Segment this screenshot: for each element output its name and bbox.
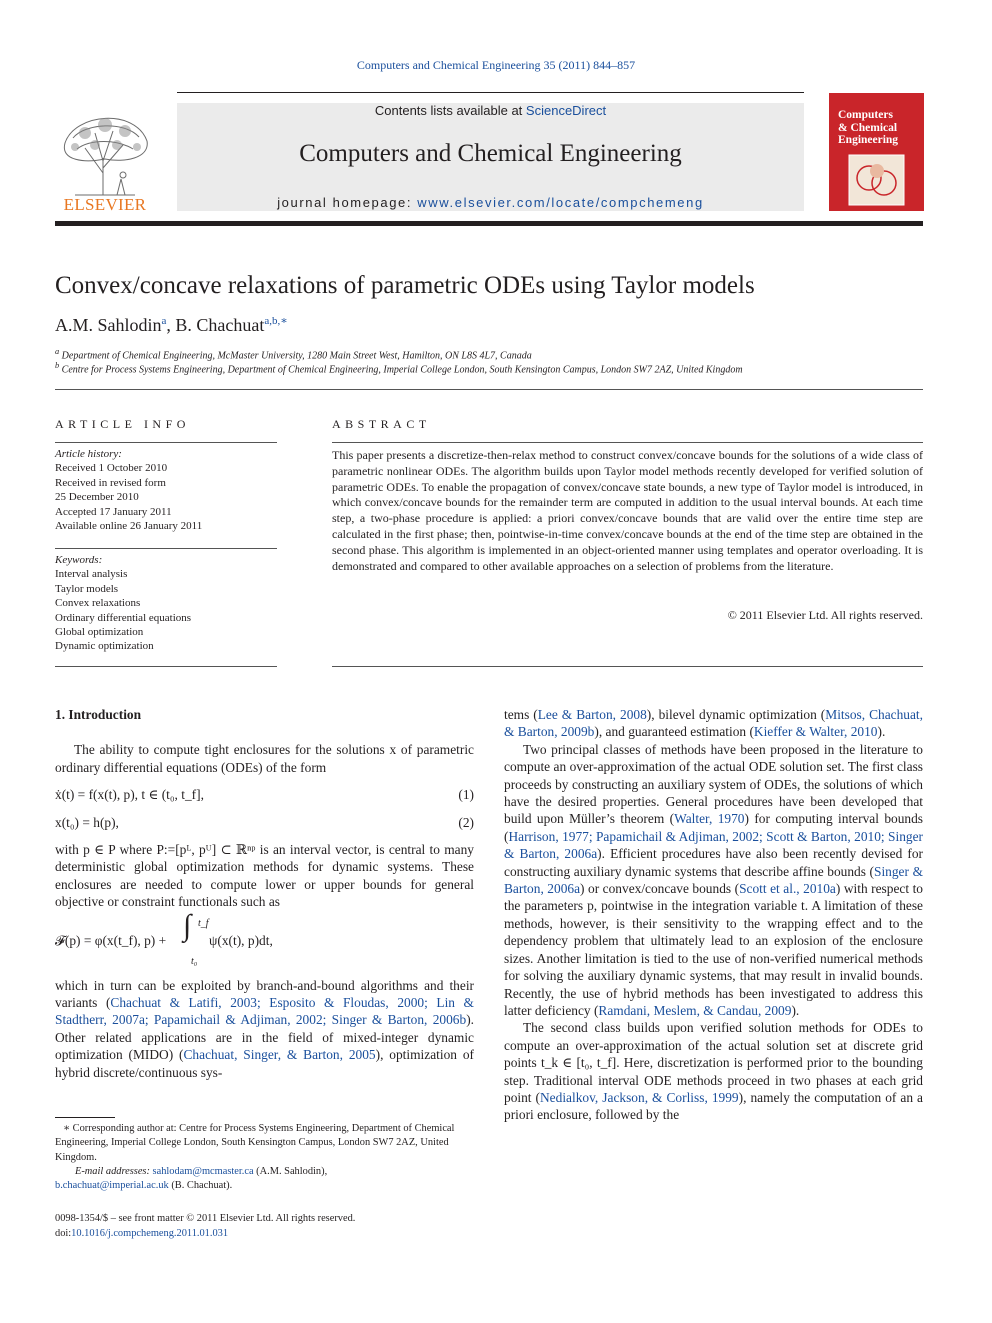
- history-item: Accepted 17 January 2011: [55, 505, 172, 518]
- history-item: Received 1 October 2010: [55, 462, 168, 475]
- text-run: ) with respect to the parameters p, pointwise in the integration variable t. A limitation of these methods, however, is their sensitivity to the wrapping effect and to the dependency problem that ultimately lead to an explosion of the enclosure sizes. Another limitation is tied to the use of non-verified numerical methods for solving the auxiliary dynamic systems, that may result in invalid bounds. Recently, the use of hybrid methods has been investigated to address this latter deficiency (: [504, 881, 923, 1018]
- citation-link[interactable]: Walter, 1970: [674, 811, 745, 827]
- equation-body: ẋ(t) = f(x(t), p), t ∈ (t₀, t_f],: [55, 787, 204, 803]
- history-label: Article history:: [55, 448, 122, 460]
- email-owner: (A.M. Sahlodin),: [253, 1165, 328, 1177]
- journal-reference[interactable]: Computers and Chemical Engineering 35 (2011) 844–857: [356, 58, 636, 72]
- contents-prefix: Contents lists available at: [374, 103, 523, 118]
- article-history: [55, 447, 277, 533]
- author-name: B. Chachuat: [175, 315, 265, 335]
- equation-number: (1): [458, 787, 474, 803]
- sciencedirect-link[interactable]: ScienceDirect: [525, 103, 607, 118]
- citation-link[interactable]: Ramdani, Meslem, & Candau, 2009: [598, 1002, 792, 1018]
- paragraph: [55, 977, 474, 1081]
- affiliation-b: [55, 361, 743, 375]
- text-run: Two principal classes of methods have been proposed in the literature to compute an over-approximation of the actual ODE solution set. The first class proceeds by constructing an auxiliary system of ODEs, the solutions of which have the desired properties. General procedures have been developed that build upon Müller’s theorem (: [504, 741, 923, 827]
- text-run: ), bilevel dynamic optimization (: [646, 707, 826, 722]
- elsevier-logo: [55, 103, 155, 215]
- article-info-rule: [55, 666, 277, 667]
- citation-link[interactable]: Chachuat, Singer, & Barton, 2005: [183, 1047, 376, 1063]
- citation-link[interactable]: Nedialkov, Jackson, & Corliss, 1999: [540, 1089, 739, 1105]
- text-run: ), and guaranteed estimation (: [594, 724, 754, 740]
- text-run: ), optimization of hybrid discrete/continuous sys-: [55, 1047, 474, 1080]
- text-run: ). Other related applications are in the field of mixed-integer dynamic optimization (MIDO) (: [55, 1012, 474, 1063]
- paragraph: The ability to compute tight enclosures for the solutions x of parametric ordinary differential equations (ODEs) of the form: [55, 742, 474, 775]
- footnote-rule: [55, 1117, 115, 1118]
- author-affiliation-mark[interactable]: a,b,∗: [264, 315, 288, 327]
- corresponding-author-note: ∗ Corresponding author at: Centre for Process Systems Engineering, Department of Chemical Engineering, Imperial College London, South Kensington Campus, London SW7 2AZ, United Kingdom.: [55, 1123, 455, 1163]
- email-owner: (B. Chachuat).: [168, 1180, 233, 1192]
- author-affiliation-mark[interactable]: a: [161, 315, 167, 327]
- keywords-label: Keywords:: [55, 554, 103, 566]
- journal-cover[interactable]: [829, 93, 924, 211]
- contents-line: [177, 103, 804, 118]
- email-label: E-mail addresses:: [75, 1165, 150, 1177]
- article-info-rule: [55, 442, 277, 443]
- author-list: [55, 314, 288, 336]
- abstract-heading: ABSTRACT: [332, 417, 431, 431]
- integral-sign-icon: ∫: [183, 908, 192, 942]
- doi-link[interactable]: 10.1016/j.compchemeng.2011.01.031: [71, 1228, 229, 1239]
- citation-link[interactable]: Chachuat & Latifi, 2003; Esposito & Floudas, 2000; Lin & Stadtherr, 2007a; Papamichail & Adjiman, 2002; Singer & Barton, 2006b: [55, 995, 474, 1028]
- equation-2: [55, 814, 474, 831]
- header-thick-rule: [55, 221, 923, 226]
- history-item: Available online 26 January 2011: [55, 520, 203, 533]
- doi-line: [55, 1226, 474, 1241]
- cover-title-line: Engineering: [838, 134, 899, 146]
- equation-1: [55, 786, 474, 803]
- equation-3: [55, 908, 474, 967]
- homepage-prefix: journal homepage:: [277, 195, 413, 210]
- affiliation-rule: [55, 389, 923, 390]
- homepage-line: [177, 195, 804, 210]
- text-run: ) for computing interval bounds (: [504, 811, 924, 844]
- text-run: ), namely the computation of an a priori enclosure, followed by the: [504, 1089, 923, 1123]
- keyword-item: Taylor models: [55, 582, 119, 595]
- keyword-item: Convex relaxations: [55, 597, 141, 610]
- text-run: ) or convex/concave bounds (: [580, 881, 740, 897]
- equation-number: (2): [458, 814, 474, 830]
- section-title: 1. Introduction: [55, 707, 142, 722]
- article-info-rule: [55, 548, 277, 549]
- integral-lower-limit: t₀: [191, 955, 198, 967]
- paragraph: [504, 1019, 923, 1123]
- article-info-heading: ARTICLE INFO: [55, 417, 190, 431]
- doi-label: doi:: [55, 1228, 72, 1239]
- paragraph: [504, 706, 923, 741]
- email-line: [55, 1179, 474, 1193]
- abstract-rule: [332, 442, 923, 443]
- author-separator: ,: [166, 315, 176, 335]
- equation-lhs: 𝓕(p) = φ(x(t_f), p) +: [55, 932, 167, 948]
- abstract-rule: [332, 666, 923, 667]
- equation-body: x(t₀) = h(p),: [55, 814, 119, 830]
- citation-link[interactable]: Scott et al., 2010a: [739, 881, 836, 897]
- text-run: which in turn can be exploited by branch-and-bound algorithms and their variants (: [55, 977, 474, 1011]
- paragraph: with p ∈ P where P:=[pᴸ, pᵁ] ⊂ ℝⁿᵖ is an interval vector, is central to many deterministic global optimization methods for dynamic systems. These enclosures are needed to compute lower or upper bounds for general objective or constraint functionals such as: [55, 842, 474, 910]
- history-item: Received in revised form: [55, 476, 166, 489]
- keyword-item: Interval analysis: [55, 568, 128, 581]
- affiliation-mark: a: [55, 347, 60, 356]
- cover-title-line: & Chemical: [838, 121, 898, 134]
- publisher-name: ELSEVIER: [63, 195, 147, 214]
- email-link[interactable]: b.chachuat@imperial.ac.uk: [55, 1180, 169, 1192]
- abstract-text: This paper presents a discretize-then-relax method to construct convex/concave bounds for the solutions of a wide class of parametric nonlinear ODEs. The algorithm builds upon Taylor model methods recently developed for verified solution of parametric ODEs. To enable the propagation of convex/concave state bounds, a new type of Taylor model is introduced, in which convex/concave bounds for the remainder term are computed in addition to the usual interval bounds. At each time step, a two-phase procedure is applied: a priori convex/concave bounds that are valid over the entire time step are calculated in the first phase; then, pointwise-in-time convex/concave bounds at the end of the time step are obtained in the second phase. This algorithm is implemented in an object-oriented manner using templates and operator overloading. It is demonstrated and compared to other available approaches on a selection of problems from the literature.: [332, 448, 923, 573]
- issn-doi-block: [55, 1211, 474, 1241]
- text-run: The second class builds upon verified solution methods for ODEs to compute an over-approximation of the actual solution set at discrete grid points t_k ∈ [t₀, t_f]. Here, discretization is performed prior to the bounding step. Traditional interval ODE methods proceed in two phases at each grid point (: [504, 1020, 923, 1105]
- affiliation-a: [55, 347, 532, 361]
- paper-title: Convex/concave relaxations of parametric ODEs using Taylor models: [55, 272, 755, 299]
- text-run: ). Efficient procedures have also been recently devised for constructing auxiliary dynamic systems that describe affine bounds (: [504, 846, 923, 879]
- keyword-item: Ordinary differential equations: [55, 611, 192, 624]
- body-right-column: [504, 706, 923, 1124]
- footnotes: [55, 1122, 474, 1193]
- paragraph: [504, 741, 923, 1020]
- text-run: tems (: [504, 707, 538, 722]
- text-run: ).: [791, 1002, 800, 1018]
- citation-link[interactable]: Kieffer & Walter, 2010: [753, 724, 878, 740]
- citation-link[interactable]: Mitsos, Chachuat, & Barton, 2009b: [504, 707, 924, 740]
- affiliation-text: Centre for Process Systems Engineering, Department of Chemical Engineering, Imperial College London, South Kensington Campus, London SW7 2AZ, United Kingdom: [61, 364, 743, 376]
- integral-upper-limit: t_f: [198, 917, 209, 929]
- homepage-link[interactable]: www.elsevier.com/locate/compchemeng: [417, 195, 704, 210]
- citation-link[interactable]: Singer & Barton, 2006a: [504, 863, 923, 897]
- history-item: 25 December 2010: [55, 491, 139, 504]
- cover-illustration-icon: [839, 153, 914, 208]
- affiliation-text: Department of Chemical Engineering, McMaster University, 1280 Main Street West, Hamilton, ON L8S 4L7, Canada: [61, 350, 532, 362]
- citation-link[interactable]: Lee & Barton, 2008: [537, 707, 647, 722]
- email-line: [55, 1165, 474, 1179]
- email-link[interactable]: sahlodam@mcmaster.ca: [152, 1165, 254, 1177]
- body-left-column: [55, 706, 474, 1081]
- text-run: ).: [877, 724, 886, 740]
- citation-link[interactable]: Harrison, 1977; Papamichail & Adjiman, 2002; Scott & Barton, 2010; Singer & Barton, 2006a: [504, 828, 923, 862]
- keyword-item: Global optimization: [55, 626, 144, 639]
- equation-rhs: ψ(x(t), p)dt,: [209, 932, 273, 948]
- header-top-rule: [177, 92, 804, 93]
- affiliation-mark: b: [55, 361, 60, 370]
- journal-title: Computers and Chemical Engineering: [299, 140, 682, 167]
- issn-line: 0098-1354/$ – see front matter © 2011 Elsevier Ltd. All rights reserved.: [55, 1213, 356, 1224]
- keywords: [55, 553, 277, 654]
- cover-title-line: Computers: [838, 109, 893, 121]
- keyword-item: Dynamic optimization: [55, 640, 154, 653]
- author-name: A.M. Sahlodin: [55, 315, 162, 335]
- copyright: © 2011 Elsevier Ltd. All rights reserved.: [727, 608, 923, 622]
